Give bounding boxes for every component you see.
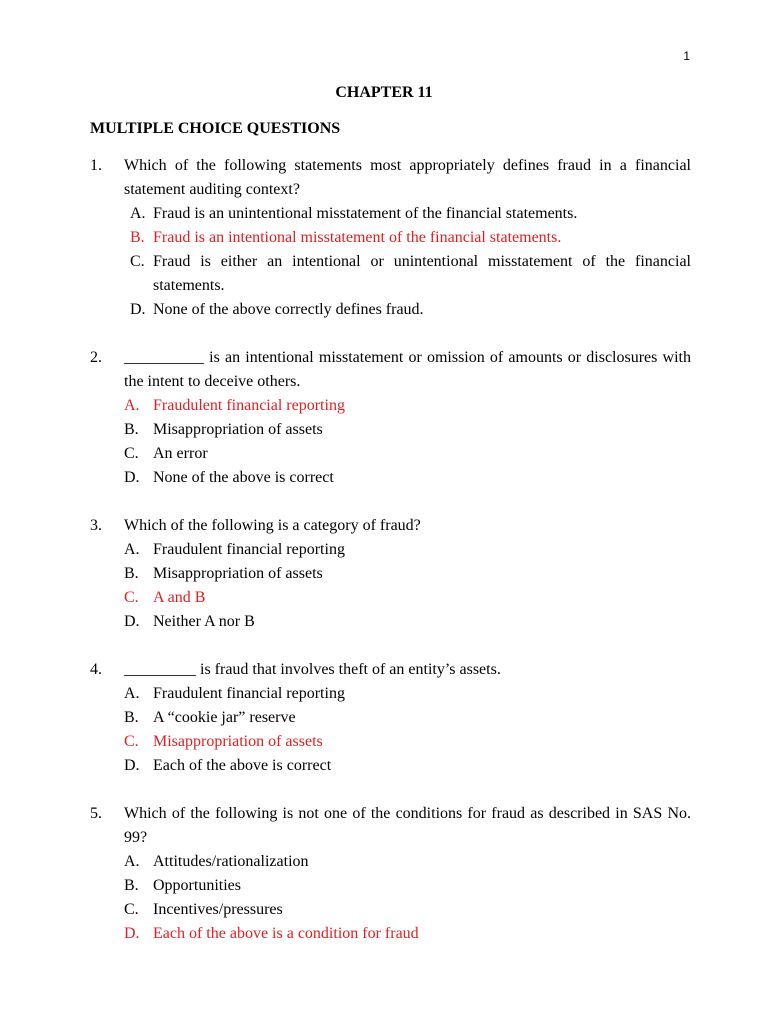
option-a xyxy=(124,202,691,226)
option-a xyxy=(124,394,691,418)
option-c xyxy=(124,442,691,466)
option-c xyxy=(124,898,691,922)
option-letter: B. xyxy=(124,877,139,894)
question-3 xyxy=(90,514,691,634)
question-4 xyxy=(90,658,691,778)
option-c xyxy=(124,586,691,610)
option-letter: C. xyxy=(124,445,139,462)
option-letter: B. xyxy=(124,565,139,582)
option-b xyxy=(124,226,691,250)
option-text: Fraud is either an intentional or unintentional misstatement of the financial statements. xyxy=(153,253,691,294)
option-list xyxy=(124,394,691,490)
option-text: None of the above is correct xyxy=(153,469,334,486)
option-text: Neither A nor B xyxy=(153,613,255,630)
option-text: Each of the above is correct xyxy=(153,757,332,774)
option-text: Fraud is an unintentional misstatement of the financial statements. xyxy=(153,205,578,222)
question-number: 4. xyxy=(90,661,102,678)
option-letter: C. xyxy=(124,733,139,750)
option-letter: A. xyxy=(124,853,140,870)
option-letter: C. xyxy=(124,901,139,918)
option-text: Each of the above is a condition for fraud xyxy=(153,925,419,942)
question-text: Which of the following is a category of fraud? xyxy=(124,517,421,534)
option-text: Fraudulent financial reporting xyxy=(153,397,345,414)
option-letter: C. xyxy=(124,589,139,606)
option-d xyxy=(124,610,691,634)
option-text: Fraud is an intentional misstatement of the financial statements. xyxy=(153,229,562,246)
option-text: Fraudulent financial reporting xyxy=(153,541,345,558)
option-b xyxy=(124,706,691,730)
option-letter: D. xyxy=(130,301,146,318)
option-d xyxy=(124,754,691,778)
option-letter: D. xyxy=(124,925,140,942)
option-b xyxy=(124,874,691,898)
option-letter: B. xyxy=(124,421,139,438)
option-letter: D. xyxy=(124,469,140,486)
option-d xyxy=(124,466,691,490)
option-list xyxy=(124,850,691,946)
option-c xyxy=(124,250,691,298)
question-text: __________ is an intentional misstatement or omission of amounts or disclosures with the intent to deceive others. xyxy=(124,349,691,390)
option-letter: D. xyxy=(124,613,140,630)
question-1 xyxy=(90,154,691,322)
option-c xyxy=(124,730,691,754)
option-list xyxy=(124,538,691,634)
chapter-title: CHAPTER 11 xyxy=(335,84,433,101)
question-number: 1. xyxy=(90,157,102,174)
option-letter: A. xyxy=(124,541,140,558)
option-text: Misappropriation of assets xyxy=(153,421,323,438)
section-title: MULTIPLE CHOICE QUESTIONS xyxy=(90,120,341,137)
option-letter: B. xyxy=(124,709,139,726)
option-text: A and B xyxy=(153,589,206,606)
page-number: 1 xyxy=(683,49,690,63)
option-a xyxy=(124,850,691,874)
question-list xyxy=(90,154,691,970)
question-2 xyxy=(90,346,691,490)
option-text: Opportunities xyxy=(153,877,241,894)
question-text: Which of the following statements most appropriately defines fraud in a financial statement auditing context? xyxy=(124,157,691,198)
question-text: Which of the following is not one of the conditions for fraud as described in SAS No. 99? xyxy=(124,805,691,846)
option-letter: B. xyxy=(130,229,145,246)
option-letter: D. xyxy=(124,757,140,774)
option-letter: A. xyxy=(124,397,140,414)
option-b xyxy=(124,562,691,586)
option-text: Fraudulent financial reporting xyxy=(153,685,345,702)
option-a xyxy=(124,538,691,562)
question-number: 3. xyxy=(90,517,102,534)
option-d xyxy=(124,298,691,322)
option-text: Incentives/pressures xyxy=(153,901,283,918)
question-5 xyxy=(90,802,691,946)
option-text: None of the above correctly defines fraud. xyxy=(153,301,424,318)
option-a xyxy=(124,682,691,706)
option-text: Misappropriation of assets xyxy=(153,565,323,582)
option-b xyxy=(124,418,691,442)
option-text: Attitudes/rationalization xyxy=(153,853,309,870)
question-number: 5. xyxy=(90,805,102,822)
option-list xyxy=(124,202,691,322)
option-d xyxy=(124,922,691,946)
option-letter: A. xyxy=(130,205,146,222)
option-letter: C. xyxy=(130,253,145,270)
option-text: Misappropriation of assets xyxy=(153,733,323,750)
option-list xyxy=(124,682,691,778)
question-number: 2. xyxy=(90,349,102,366)
option-text: An error xyxy=(153,445,208,462)
option-text: A “cookie jar” reserve xyxy=(153,709,296,726)
question-text: _________ is fraud that involves theft of an entity’s assets. xyxy=(124,661,501,678)
option-letter: A. xyxy=(124,685,140,702)
